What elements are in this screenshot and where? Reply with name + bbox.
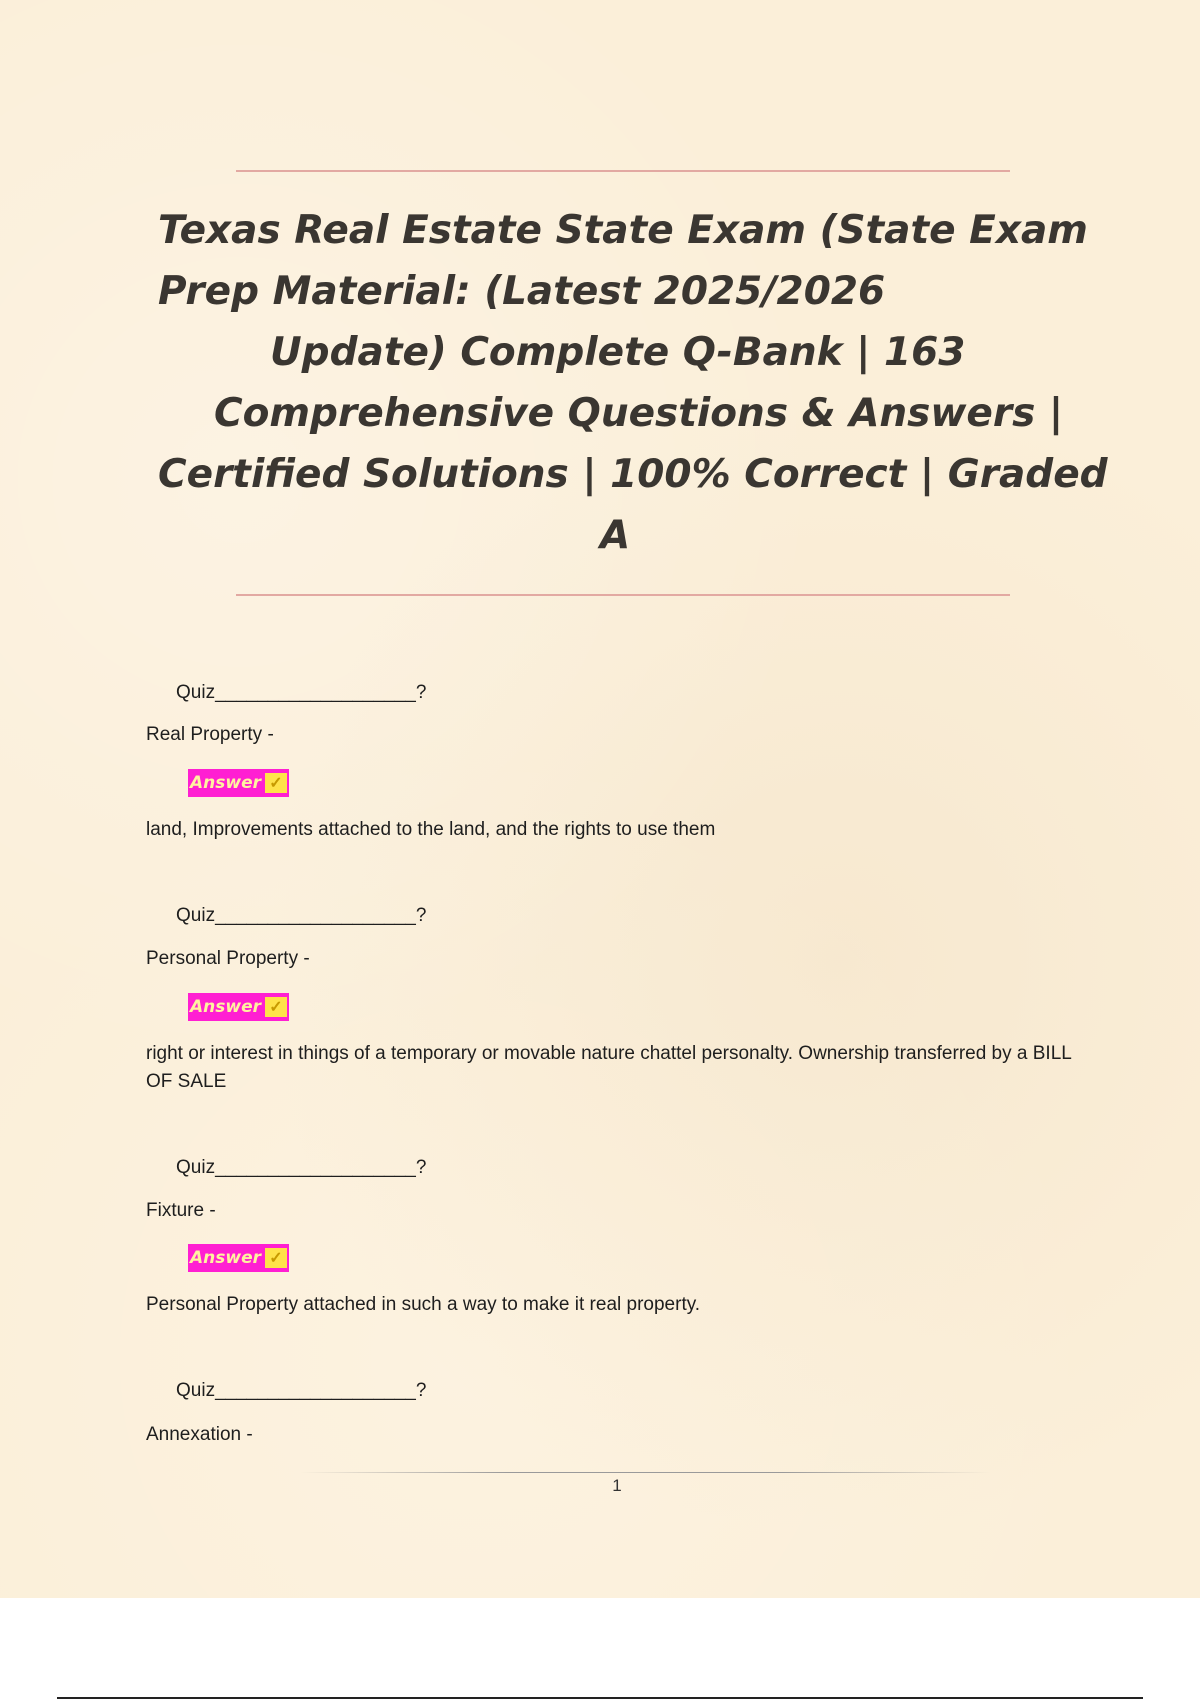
- quiz-prompt: Quiz___________________?: [176, 682, 427, 703]
- check-icon: ✓: [265, 997, 287, 1017]
- answer-definition: right or interest in things of a temporary or movable nature chattel personalty. Ownership transferred by a BILL OF SALE: [146, 1043, 1072, 1092]
- document-title: [158, 200, 1108, 566]
- title-line: A: [600, 513, 631, 558]
- quiz-prompt: Quiz___________________?: [176, 905, 427, 926]
- page-number: 1: [612, 1476, 622, 1495]
- page-bottom-rule: [57, 1697, 1143, 1699]
- quiz-prompt: Quiz___________________?: [176, 1157, 427, 1178]
- check-icon: ✓: [265, 1248, 287, 1268]
- title-line: Texas Real Estate State Exam (State Exam: [158, 208, 1088, 253]
- title-line: Prep Material: (Latest 2025/2026: [158, 269, 886, 314]
- title-line: Certified Solutions | 100% Correct | Graded: [158, 452, 1108, 497]
- title-bottom-rule: [236, 594, 1010, 596]
- answer-definition: Personal Property attached in such a way to make it real property.: [146, 1294, 701, 1315]
- title-top-rule: [236, 170, 1010, 172]
- answer-label: Answer: [190, 1248, 261, 1268]
- question-term: Annexation -: [146, 1424, 253, 1445]
- answer-badge: [188, 993, 289, 1021]
- question-term: Personal Property -: [146, 948, 310, 969]
- footer-rule: [300, 1472, 990, 1473]
- question-term: Real Property -: [146, 724, 274, 745]
- check-icon: ✓: [265, 773, 287, 793]
- answer-label: Answer: [190, 773, 261, 793]
- title-line: Comprehensive Questions & Answers |: [214, 391, 1064, 436]
- answer-badge: [188, 1244, 289, 1272]
- answer-badge: [188, 769, 289, 797]
- answer-label: Answer: [190, 997, 261, 1017]
- question-term: Fixture -: [146, 1200, 216, 1221]
- quiz-prompt: Quiz___________________?: [176, 1380, 427, 1401]
- title-line: Update) Complete Q-Bank | 163: [270, 330, 966, 375]
- answer-definition: land, Improvements attached to the land, and the rights to use them: [146, 819, 716, 840]
